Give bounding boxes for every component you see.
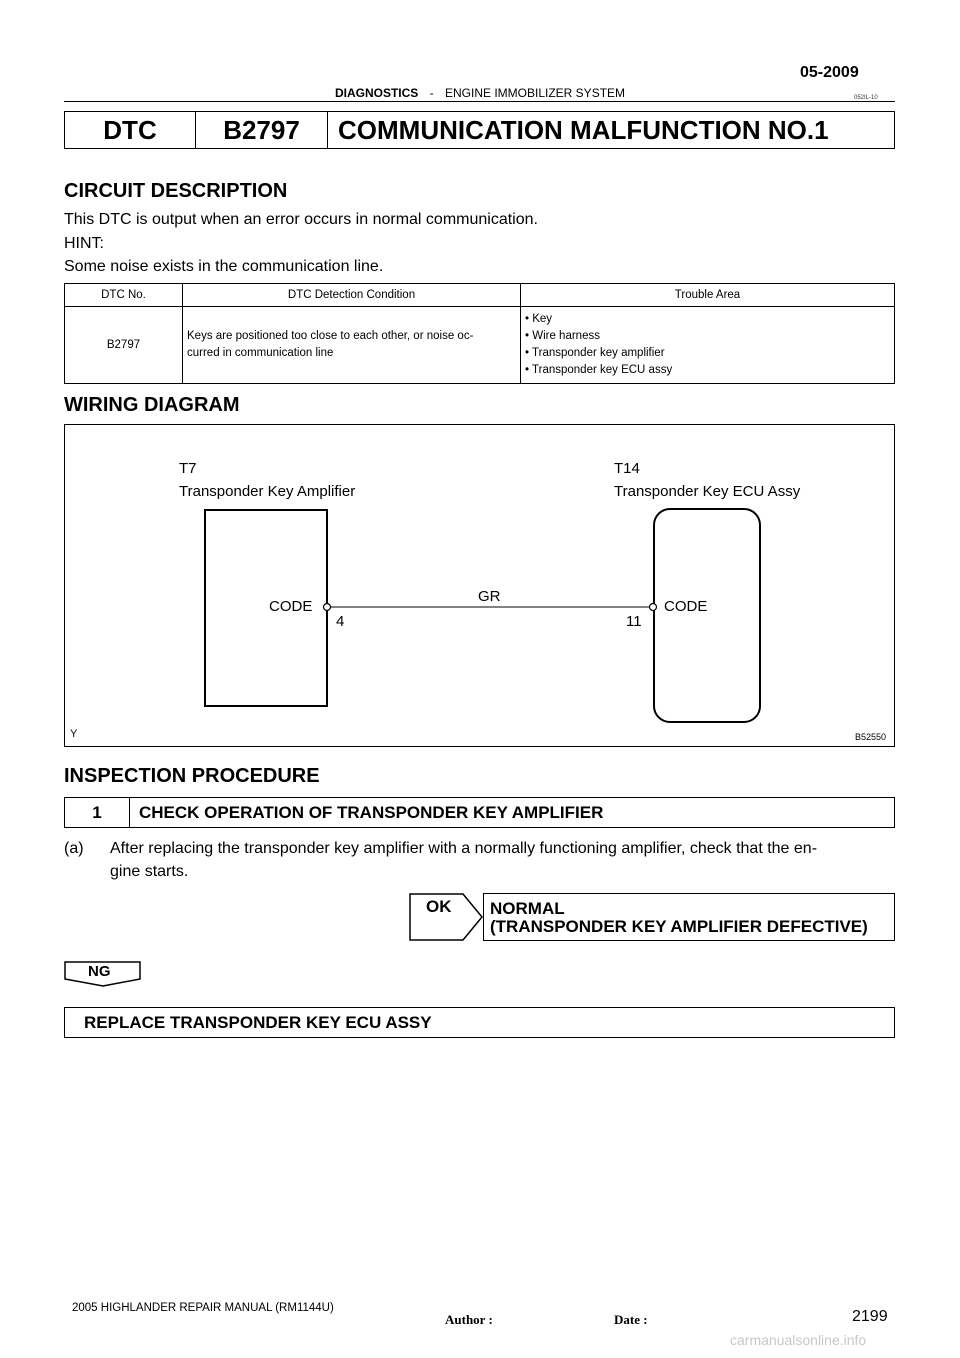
pin-11-label: 11 [626,613,642,630]
condition-line-1: Keys are positioned too close to each other, or noise oc- [187,330,474,342]
cell-trouble-area [521,307,895,384]
result-box [483,893,895,941]
item-label: (a) [64,840,84,857]
terminal-4-connector [324,604,331,611]
header-subsection: ENGINE IMMOBILIZER SYSTEM [445,86,626,100]
col-trouble-area: Trouble Area [521,284,895,307]
doc-code: 052IL-10 [854,95,878,101]
circuit-hint: HINT: [64,235,104,252]
pin-4-label: 4 [336,613,345,630]
header-separator: - [429,86,434,100]
terminal-11-connector [650,604,657,611]
action-text: REPLACE TRANSPONDER KEY ECU ASSY [84,1012,432,1032]
dtc-code: B2797 [196,112,328,148]
dtc-title-box [64,111,895,149]
dtc-table [64,283,895,384]
header-rule [64,101,895,102]
date-label: Date : [614,1312,648,1327]
result-line-2: (TRANSPONDER KEY AMPLIFIER DEFECTIVE) [490,917,868,936]
manual-title: 2005 HIGHLANDER REPAIR MANUAL (RM1144U) [72,1302,334,1314]
circuit-text-2: Some noise exists in the communication line. [64,258,384,275]
trouble-area-item: • Wire harness [525,330,600,342]
step-number: 1 [65,798,130,827]
wire-color-label: GR [478,588,501,605]
condition-line-2: curred in communication line [187,347,334,359]
header-section: DIAGNOSTICS [334,86,419,100]
inspection-heading: INSPECTION PROCEDURE [64,765,320,787]
col-condition: DTC Detection Condition [183,284,521,307]
amplifier-name: Transponder Key Amplifier [179,483,356,500]
running-header [0,86,960,100]
wiring-diagram [64,424,895,747]
wiring-heading: WIRING DIAGRAM [64,394,240,416]
ok-label: OK [426,897,452,916]
result-line-1: NORMAL [490,899,565,918]
figure-id: B52550 [855,732,887,742]
table-header-row [65,284,895,307]
circuit-heading: CIRCUIT DESCRIPTION [64,180,288,202]
ecu-terminal-label: CODE [664,598,708,615]
dtc-title: COMMUNICATION MALFUNCTION NO.1 [338,114,829,145]
watermark: carmanualsonline.info [730,1332,867,1348]
page-number: 05-2009 [800,64,859,81]
author-label: Author : [445,1312,493,1327]
item-text-2: gine starts. [110,863,189,880]
amplifier-id: T7 [179,460,197,477]
trouble-area-item: • Transponder key amplifier [525,347,665,359]
circuit-text-1: This DTC is output when an error occurs in normal communication. [64,211,538,228]
col-dtc-no: DTC No. [65,284,183,307]
footer-page-number: 2199 [852,1308,888,1325]
trouble-area-item: • Key [525,313,553,325]
step-title: CHECK OPERATION OF TRANSPONDER KEY AMPLIFIER [139,802,604,822]
cell-condition [183,307,521,384]
item-text-1: After replacing the transponder key amplifier with a normally functioning amplifier, check that the en- [110,840,818,857]
action-box [64,1007,895,1038]
corner-letter: Y [70,728,78,740]
ecu-box [654,509,760,722]
trouble-area-item: • Transponder key ECU assy [525,364,673,376]
amplifier-terminal-label: CODE [269,598,313,615]
table-row [65,307,895,384]
ecu-id: T14 [614,460,640,477]
ng-label: NG [88,963,111,980]
ecu-name: Transponder Key ECU Assy [614,483,801,500]
step-box [64,797,895,828]
cell-dtc-no: B2797 [65,307,183,384]
dtc-label: DTC [65,112,196,148]
